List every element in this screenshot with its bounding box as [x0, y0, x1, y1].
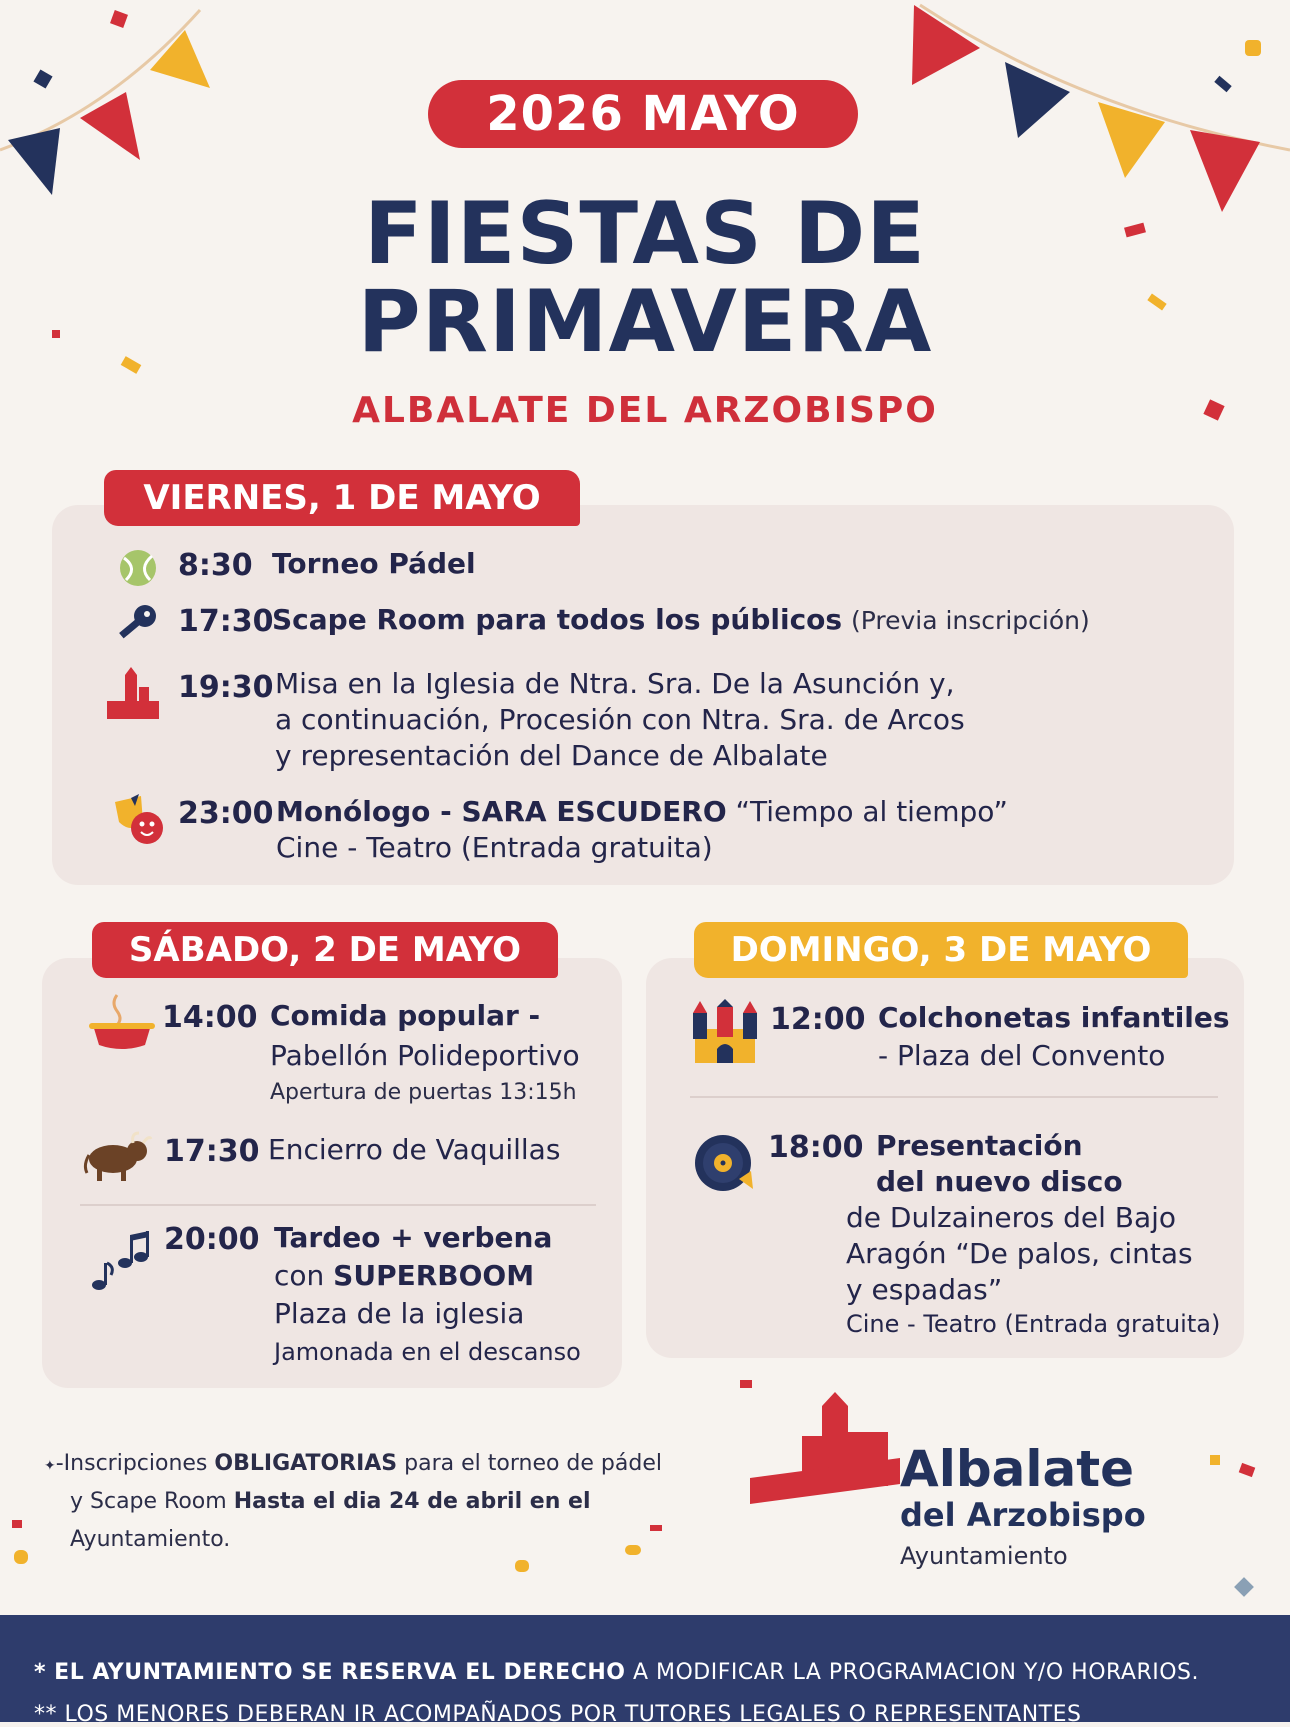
friday-event-3-line1: Misa en la Iglesia de Ntra. Sra. De la Asunción y,: [275, 667, 955, 700]
friday-event-3-time: 19:30: [178, 670, 274, 705]
friday-event-2-name: Scape Room para todos los públicos (Previa inscripción): [272, 603, 1090, 636]
saturday-event-1-line3: Apertura de puertas 13:15h: [270, 1080, 577, 1105]
saturday-event-2-time: 17:30: [164, 1134, 260, 1169]
page-title-line2: PRIMAVERA: [357, 272, 933, 372]
page-subtitle: ALBALATE DEL ARZOBISPO: [352, 390, 938, 431]
saturday-event-3-time: 20:00: [164, 1222, 260, 1257]
sunday-event-2-line4: Aragón “De palos, cintas: [846, 1237, 1193, 1270]
logo-name: Albalate: [900, 1440, 1135, 1498]
sunday-event-2-line3: de Dulzaineros del Bajo: [846, 1201, 1177, 1234]
sunday-event-2-name2: del nuevo disco: [876, 1165, 1123, 1198]
registration-note-line2: y Scape Room Hasta el dia 24 de abril en el: [70, 1489, 591, 1514]
sunday-event-2-name: Presentación: [876, 1129, 1083, 1162]
bouncy-castle-icon: [690, 998, 760, 1068]
friday-event-4-name: Monólogo - SARA ESCUDERO “Tiempo al tiempo”: [276, 795, 1008, 828]
sunday-event-2-time: 18:00: [768, 1130, 864, 1165]
friday-event-1-name: Torneo Pádel: [272, 547, 476, 580]
tennis-ball-icon: [116, 546, 160, 590]
vinyl-record-icon: [692, 1130, 758, 1196]
sunday-label: DOMINGO, 3 DE MAYO: [694, 922, 1188, 978]
friday-event-3-line2: a continuación, Procesión con Ntra. Sra. de Arcos: [275, 703, 965, 736]
saturday-event-3-line3: Plaza de la iglesia: [274, 1297, 525, 1330]
sunday-event-2-line6: Cine - Teatro (Entrada gratuita): [846, 1310, 1221, 1338]
logo-ayuntamiento: Ayuntamiento: [900, 1542, 1068, 1570]
saturday-event-1-time: 14:00: [162, 1000, 258, 1035]
friday-event-3-line3: y representación del Dance de Albalate: [275, 739, 828, 772]
footer-disclaimer-2: ** LOS MENORES DEBERAN IR ACOMPAÑADOS POR TUTORES LEGALES O REPRESENTANTES: [34, 1702, 1082, 1727]
saturday-event-2-name: Encierro de Vaquillas: [268, 1133, 561, 1166]
music-notes-icon: [88, 1228, 150, 1296]
sunday-event-1-name: Colchonetas infantiles: [878, 1001, 1230, 1034]
sunday-divider: [690, 1096, 1218, 1098]
sunday-event-2-line5: y espadas”: [846, 1273, 1003, 1306]
friday-label: VIERNES, 1 DE MAYO: [104, 470, 580, 526]
key-icon: [112, 600, 162, 650]
bull-icon: [82, 1128, 154, 1184]
saturday-event-3-line4: Jamonada en el descanso: [274, 1338, 581, 1366]
saturday-label: SÁBADO, 2 DE MAYO: [92, 922, 558, 978]
saturday-event-1-name: Comida popular -: [270, 999, 541, 1032]
sunday-event-1-time: 12:00: [770, 1002, 866, 1037]
church-icon: [104, 666, 162, 724]
year-badge: 2026 MAYO: [428, 80, 858, 148]
albalate-logo-mark: [750, 1392, 900, 1504]
registration-note: ✦-Inscripciones OBLIGATORIAS para el torneo de pádel: [44, 1451, 662, 1476]
cooking-pot-icon: [88, 990, 156, 1052]
saturday-event-3-name: Tardeo + verbena: [274, 1221, 553, 1254]
logo-subname: del Arzobispo: [900, 1496, 1146, 1534]
saturday-event-1-line2: Pabellón Polideportivo: [270, 1039, 580, 1072]
saturday-event-3-line2: con SUPERBOOM: [274, 1259, 535, 1292]
theater-masks-icon: [110, 792, 168, 848]
friday-event-4-time: 23:00: [178, 796, 274, 831]
page-title-line1: FIESTAS DE: [364, 184, 926, 284]
friday-event-4-line2: Cine - Teatro (Entrada gratuita): [276, 831, 713, 864]
friday-event-1-time: 8:30: [178, 548, 253, 583]
sunday-event-1-line2: - Plaza del Convento: [878, 1039, 1166, 1072]
registration-note-line3: Ayuntamiento.: [70, 1527, 231, 1552]
friday-event-2-time: 17:30: [178, 604, 274, 639]
footer-disclaimer-1: * EL AYUNTAMIENTO SE RESERVA EL DERECHO A MODIFICAR LA PROGRAMACION Y/O HORARIOS.: [34, 1660, 1200, 1685]
saturday-divider: [80, 1204, 596, 1206]
